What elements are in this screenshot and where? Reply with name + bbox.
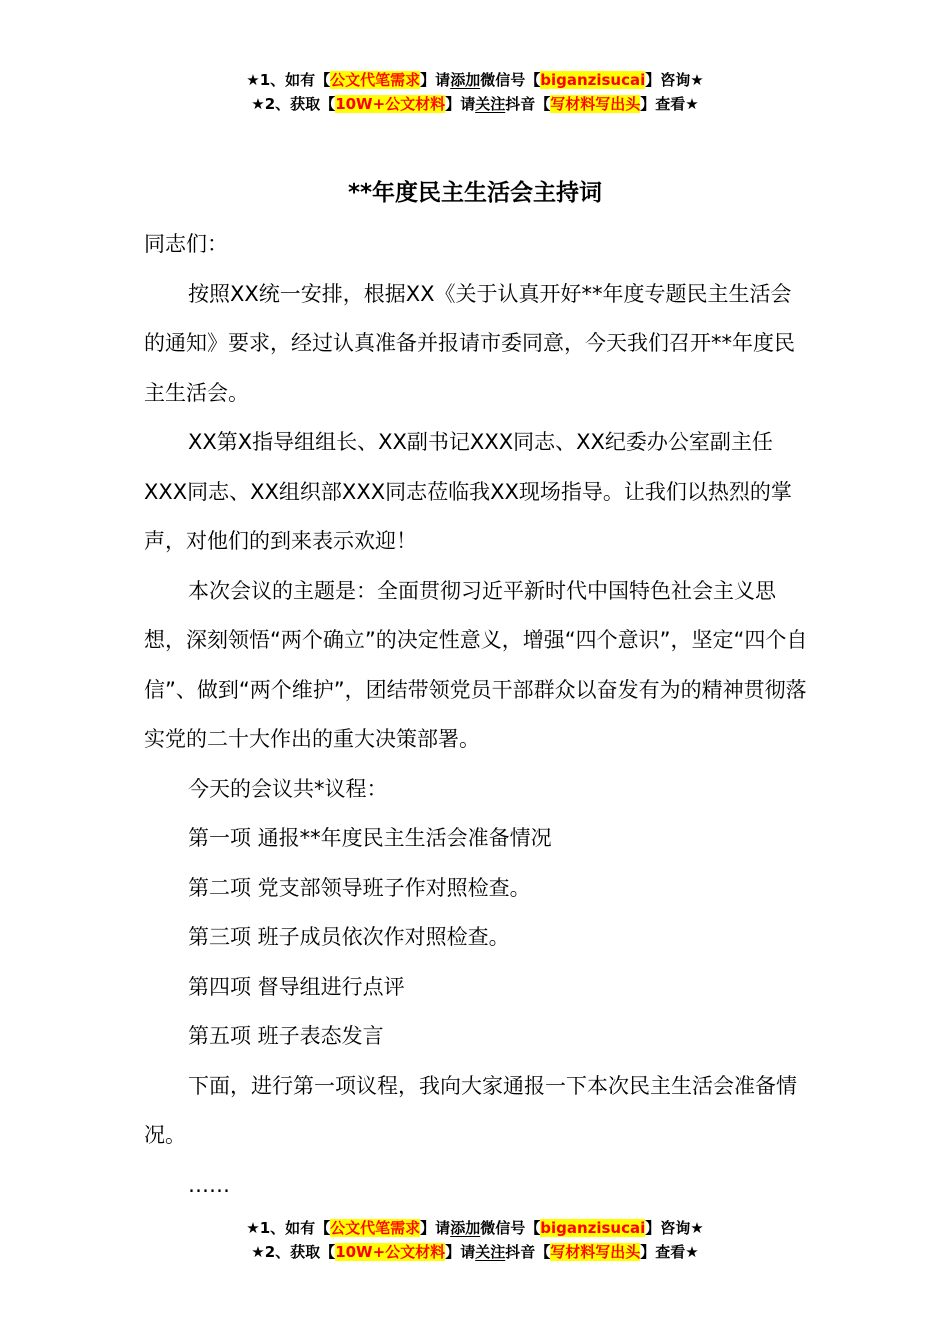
paragraph: XX第X指导组组长、XX副书记XXX同志、XX纪委办公室副主任XXX同志、XX组织部XXX同志莅临我XX现场指导。让我们以热烈的掌声，对他们的到来表示欢迎！ (144, 430, 792, 553)
paragraph: 本次会议的主题是：全面贯彻习近平新时代中国特色社会主义思想，深刻领悟“两个确立”的决定性意义，增强“四个意识”，坚定“四个自信”、做到“两个维护”，团结带领党员干部群众以奋发有为的精神贯彻落实党的二十大作出的重大决策部署。 (144, 578, 808, 751)
paragraph: 今天的会议共*议程： (188, 776, 388, 801)
paragraph: 下面，进行第一项议程，我向大家通报一下本次民主生活会准备情况。 (144, 1073, 797, 1147)
footer-banner-line-2 (0, 1240, 950, 1264)
banner-highlight-wechat-id: biganzisucai (540, 71, 646, 89)
banner-text: 微信号【 (480, 1219, 541, 1237)
banner-text: 】请 (445, 95, 476, 113)
banner-underline: 添加 (450, 1219, 481, 1237)
header-banner-line-2 (0, 92, 950, 116)
agenda-item: 第一项 通报**年度民主生活会准备情况 (188, 826, 552, 850)
banner-underline: 添加 (450, 71, 481, 89)
banner-text: 】查看★ (640, 1243, 699, 1261)
header-banner (0, 68, 950, 116)
banner-highlight: 公文代笔需求 (330, 71, 421, 89)
banner-highlight: 10W+公文材料 (335, 1243, 446, 1261)
banner-text: 】请 (420, 1219, 451, 1237)
agenda-item: 第二项 党支部领导班子作对照检查。 (188, 875, 531, 900)
greeting: 同志们： (144, 232, 228, 256)
banner-text: 】请 (445, 1243, 476, 1261)
banner-underline: 关注 (475, 95, 506, 113)
header-banner-line-1 (0, 68, 950, 92)
document-title: **年度民主生活会主持词 (347, 180, 603, 206)
banner-text: ★2、获取【 (251, 95, 336, 113)
ellipsis: …… (188, 1172, 230, 1197)
agenda-item: 第三项 班子成员依次作对照检查。 (188, 925, 510, 949)
banner-text: 抖音【 (505, 1243, 551, 1261)
document-body (144, 220, 808, 1210)
banner-text: ★1、如有【 (246, 1219, 331, 1237)
banner-highlight-douyin-account: 写材料写出头 (550, 95, 641, 113)
banner-text: 】咨询★ (645, 71, 704, 89)
agenda-item: 第五项 班子表态发言 (188, 1024, 384, 1048)
banner-highlight-douyin-account: 写材料写出头 (550, 1243, 641, 1261)
banner-highlight: 10W+公文材料 (335, 95, 446, 113)
footer-banner-line-1 (0, 1216, 950, 1240)
banner-text: 抖音【 (505, 95, 551, 113)
banner-underline: 关注 (475, 1243, 506, 1261)
banner-text: 】咨询★ (645, 1219, 704, 1237)
banner-highlight-wechat-id: biganzisucai (540, 1219, 646, 1237)
banner-text: ★2、获取【 (251, 1243, 336, 1261)
paragraph: 按照XX统一安排，根据XX《关于认真开好**年度专题民主生活会的通知》要求，经过认真准备并报请市委同意，今天我们召开**年度民主生活会。 (144, 281, 795, 405)
footer-banner (0, 1216, 950, 1264)
banner-highlight: 公文代笔需求 (330, 1219, 421, 1237)
banner-text: 微信号【 (480, 71, 541, 89)
banner-text: ★1、如有【 (246, 71, 331, 89)
agenda-item: 第四项 督导组进行点评 (188, 974, 405, 999)
banner-text: 】请 (420, 71, 451, 89)
banner-text: 】查看★ (640, 95, 699, 113)
